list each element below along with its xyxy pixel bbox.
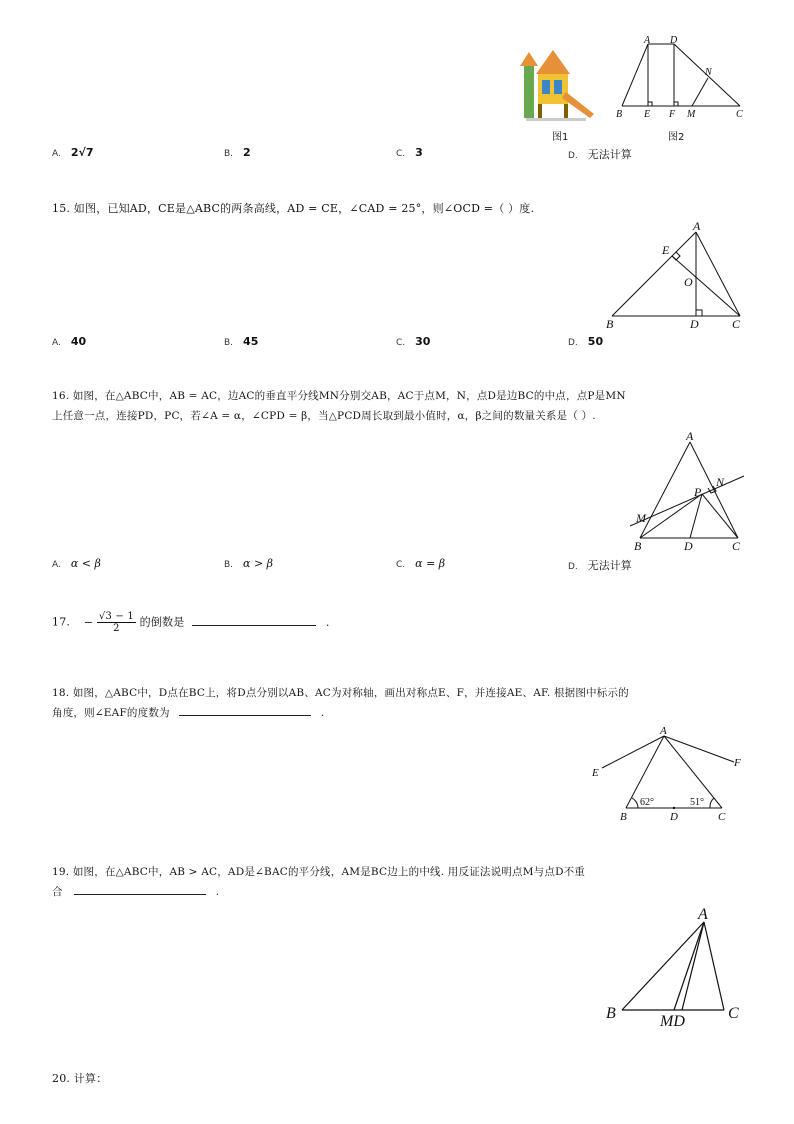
q20-text: 20. 计算： [52, 1072, 108, 1085]
q19-label-C: C [728, 1005, 739, 1022]
q16-label-C: C [732, 539, 741, 553]
label-M: M [687, 109, 696, 120]
q18-label-D: D [670, 811, 678, 823]
q18-text-line2: 角度，则∠EAF的度数为 . [52, 707, 325, 719]
q16-option-a[interactable]: A. α < β [52, 557, 101, 570]
q18-diagram [588, 724, 748, 824]
q16-label-P: P [694, 485, 702, 499]
q15-label-O: O [684, 275, 693, 289]
q18-label-C: C [718, 811, 726, 823]
q16-label-A: A [686, 429, 694, 443]
caption-figure-1: 图1 [552, 132, 569, 143]
caption-figure-2: 图2 [668, 132, 685, 143]
q16-option-d[interactable]: D. 无法计算 [568, 559, 632, 572]
q15-label-A: A [693, 219, 701, 233]
q16-label-N: N [716, 475, 725, 489]
q19-text-line2: 合 . [52, 886, 220, 898]
label-E: E [644, 109, 651, 120]
playground-image [516, 44, 596, 124]
q19-label-MD: MD [660, 1013, 685, 1030]
q18-angle-51: 51° [690, 797, 704, 808]
q19-text-line1: 19. 如图，在△ABC中，AB > AC，AD是∠BAC的平分线，AM是BC边上的中线. 用反证法说明点M与点D不重 [52, 866, 586, 878]
q16-label-B: B [634, 539, 642, 553]
q17-fraction: $\frac{√3 - 1}{2}$ [98, 611, 134, 634]
q16-text-line1: 16. 如图，在△ABC中，AB = AC，边AC的垂直平分线MN分别交AB，AC于点M，N，点D是边BC的中点，点P是MN [52, 390, 626, 402]
q18-label-A: A [660, 725, 667, 737]
q15-option-a[interactable]: A. 40 [52, 335, 87, 348]
q18-label-E: E [592, 767, 599, 779]
q15-text: 15. 如图，已知AD，CE是△ABC的两条高线，AD = CE，∠CAD = 25°，则∠OCD =（ ）度. [52, 202, 535, 215]
q15-option-d[interactable]: D. 50 [568, 335, 604, 348]
q18-label-F: F [734, 757, 741, 769]
q17-answer-blank[interactable] [192, 625, 316, 626]
q18-angle-62: 62° [640, 797, 654, 808]
q15-option-b[interactable]: B. 45 [224, 335, 259, 348]
label-F: F [669, 109, 676, 120]
q15-label-C: C [732, 317, 741, 331]
q18-label-B: B [620, 811, 627, 823]
label-N: N [705, 67, 712, 78]
q18-text-line1: 18. 如图，△ABC中，D点在BC上，将D点分别以AB、AC为对称轴，画出对称点E、F，并连接AE、AF. 根据图中标示的 [52, 687, 629, 699]
q17-text: 17. − $\frac{√3 - 1}{2}$ 的倒数是 . [52, 611, 330, 634]
q14-option-c[interactable]: C. 3 [396, 146, 423, 159]
q14-option-d[interactable]: D. 无法计算 [568, 148, 632, 161]
label-C: C [736, 109, 743, 120]
q15-label-E: E [662, 243, 670, 257]
q19-label-B: B [606, 1005, 616, 1022]
label-A: A [644, 36, 651, 46]
q15-label-B: B [606, 317, 614, 331]
label-D: D [670, 36, 678, 46]
q14-option-a[interactable]: A. 2√7 [52, 146, 94, 159]
label-B: B [616, 109, 623, 120]
q18-answer-blank[interactable] [179, 715, 311, 716]
q14-option-b[interactable]: B. 2 [224, 146, 251, 159]
q15-label-D: D [690, 317, 699, 331]
q15-option-c[interactable]: C. 30 [396, 335, 431, 348]
q16-label-D: D [684, 539, 693, 553]
q16-option-c[interactable]: C. α = β [396, 557, 446, 570]
q19-answer-blank[interactable] [74, 894, 206, 895]
q16-label-M: M [636, 511, 646, 525]
figure-2-diagram [612, 36, 752, 120]
q19-diagram [600, 902, 750, 1032]
q19-label-A: A [698, 906, 708, 923]
q16-option-b[interactable]: B. α > β [224, 557, 274, 570]
q15-diagram [600, 218, 750, 334]
q16-text-line2: 上任意一点，连接PD，PC，若∠A = α，∠CPD = β，当△PCD周长取到最小值时，α，β之间的数量关系是（ ）. [52, 410, 596, 422]
q16-diagram [626, 428, 754, 554]
